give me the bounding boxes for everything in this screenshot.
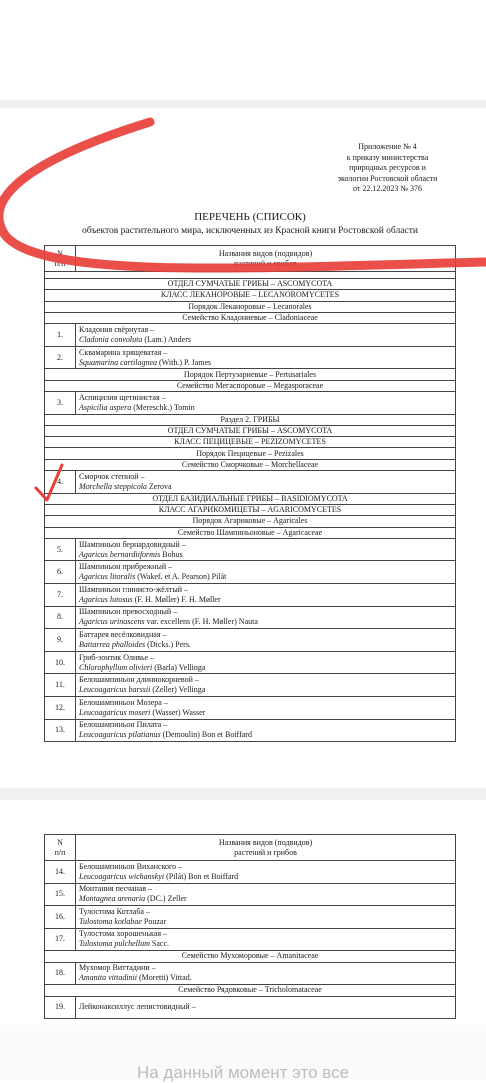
taxon-group-cell: ОТДЕЛ БАЗИДИАЛЬНЫЕ ГРИБЫ – BASIDIOMYCOTA: [45, 493, 456, 504]
species-number: 10.: [45, 651, 76, 674]
taxon-group-cell: [45, 272, 456, 279]
species-russian-name: Белошампиньон длиннокорневой –: [79, 675, 199, 685]
species-name-cell: [76, 538, 456, 561]
page-gap-top: [0, 100, 486, 108]
species-name-cell: [76, 719, 456, 742]
taxon-group-cell: ОТДЕЛ СУМЧАТЫЕ ГРИБЫ – ASCOMYCOTA: [45, 279, 456, 290]
latin-binomial: Aspicilia aspera: [79, 402, 132, 412]
taxon-group-row: [45, 301, 456, 312]
species-row: [45, 606, 456, 629]
taxon-group-row: [45, 527, 456, 538]
taxon-group-row: [45, 951, 456, 963]
latin-binomial: Leucoagaricus pilatianus: [79, 730, 161, 740]
species-latin-name: [79, 595, 452, 605]
species-russian-name: Шампиньон бернардовидный –: [79, 539, 186, 549]
species-author: (Demoulin) Bon et Boiffard: [160, 730, 252, 740]
species-row: [45, 883, 456, 906]
header-text: Названия видов (подвидов): [218, 837, 313, 847]
species-name-cell: [76, 996, 456, 1019]
species-author: Zerova: [146, 481, 172, 491]
header-number-cell: [45, 246, 76, 272]
latin-binomial: Squamarina cartilagnea: [79, 357, 157, 367]
latin-binomial: Morchella steppicola: [79, 481, 147, 491]
species-latin-name: [79, 617, 452, 627]
latin-binomial: Leucoagaricus wichanskyi: [79, 871, 165, 881]
species-latin-name: [79, 403, 452, 413]
species-russian-name: Шампиньон глинисто-жёлтый –: [79, 584, 188, 594]
taxon-group-row: [45, 312, 456, 323]
species-name-cell: [76, 906, 456, 929]
table-header-row: [45, 246, 456, 272]
species-row: [45, 538, 456, 561]
species-russian-name: Гриб-зонтик Оливье –: [79, 652, 155, 662]
species-number: 4.: [45, 471, 76, 494]
species-author: (Lam.) Anders: [142, 334, 191, 344]
taxon-group-row: [45, 272, 456, 279]
species-number: 7.: [45, 584, 76, 607]
appendix-line: природных ресурсов и: [349, 163, 426, 172]
species-name-cell: [76, 651, 456, 674]
document-subtitle: объектов растительного мира, исключенных из Красной книги Ростовской области: [82, 226, 418, 236]
header-text: п/п: [54, 258, 66, 268]
taxon-group-cell: ОТДЕЛ СУМЧАТЫЕ ГРИБЫ – ASCOMYCOTA: [45, 425, 456, 436]
latin-binomial: Leucoagaricus moseri: [79, 707, 151, 717]
species-row: [45, 561, 456, 584]
header-text: растений и грибов: [234, 847, 297, 857]
latin-binomial: Agaricus bernardiiformis: [79, 549, 161, 559]
species-row: [45, 928, 456, 951]
taxon-group-row: [45, 448, 456, 459]
species-number: 8.: [45, 606, 76, 629]
species-latin-name: [79, 482, 452, 492]
species-russian-name: Баттарея весёлковидная –: [79, 630, 167, 639]
species-number: 19.: [45, 996, 76, 1019]
taxon-group-row: [45, 437, 456, 448]
taxon-group-row: [45, 369, 456, 380]
taxon-group-cell: Семейство Рядовковые – Tricholomataceae: [45, 985, 456, 997]
species-author: var. excellens (F. H. Møller) Nauta: [144, 617, 258, 627]
taxon-group-row: [45, 516, 456, 527]
taxon-group-row: [45, 414, 456, 425]
species-number: 11.: [45, 674, 76, 697]
taxon-group-row: [45, 504, 456, 515]
species-latin-name: [79, 872, 452, 882]
taxon-group-row: [45, 279, 456, 290]
species-name-cell: [76, 346, 456, 369]
taxon-group-cell: Семейство Мухоморовые – Amanitaceae: [45, 951, 456, 963]
taxon-group-cell: Порядок Пертузариевые – Pertusariales: [45, 369, 456, 380]
species-russian-name: Кладония свёрнутая –: [79, 324, 155, 334]
species-latin-name: [79, 335, 452, 345]
species-row: [45, 346, 456, 369]
species-table-page-2: [44, 834, 456, 1019]
species-author: (Mereschk.) Tomin: [131, 402, 195, 412]
table-header-row: [45, 835, 456, 861]
taxon-group-row: [45, 985, 456, 997]
overlay-caption: На данный момент это все: [136, 1063, 350, 1082]
species-name-cell: [76, 629, 456, 652]
species-row: [45, 962, 456, 985]
taxon-group-row: [45, 493, 456, 504]
header-name-cell: [76, 835, 456, 861]
appendix-line: от 22.12.2023 № 376: [352, 184, 423, 193]
species-name-cell: [76, 962, 456, 985]
species-number: 17.: [45, 928, 76, 951]
latin-binomial: Leucoagaricus barssii: [79, 685, 151, 695]
species-russian-name: Аспицилия щетинистая –: [79, 392, 166, 402]
header-number-cell: [45, 835, 76, 861]
species-name-cell: [76, 324, 456, 347]
species-author: (Wakef. et A. Pearson) Pilát: [135, 572, 227, 582]
species-row: [45, 996, 456, 1019]
species-latin-name: [79, 572, 452, 582]
species-author: (Barla) Vellinga: [152, 662, 206, 672]
taxon-group-cell: Семейство Шампиньоновые – Agaricaceae: [45, 527, 456, 538]
taxon-group-row: [45, 380, 456, 391]
taxon-group-row: [45, 290, 456, 301]
latin-binomial: Agaricus urinascens: [79, 617, 145, 627]
species-author: (Moretti) Vittad.: [137, 973, 192, 983]
species-row: [45, 906, 456, 929]
species-number: 13.: [45, 719, 76, 742]
taxon-group-row: [45, 459, 456, 470]
species-name-cell: [76, 928, 456, 951]
species-latin-name: [79, 663, 452, 673]
species-row: [45, 629, 456, 652]
species-name-cell: [76, 606, 456, 629]
species-author: Sacc.: [149, 939, 169, 949]
species-author: Bohus: [160, 549, 183, 559]
species-latin-name: [79, 358, 452, 368]
species-name-cell: [76, 584, 456, 607]
latin-binomial: Tulostoma kotlabae: [79, 916, 142, 926]
taxon-group-cell: Семейство Кладониевые – Cladoniaceae: [45, 312, 456, 323]
species-name-cell: [76, 696, 456, 719]
species-latin-name: [79, 640, 452, 650]
latin-binomial: Tulostoma pulchellum: [79, 939, 150, 949]
species-row: [45, 391, 456, 414]
species-latin-name: [79, 730, 452, 740]
taxon-group-row: [45, 425, 456, 436]
taxon-group-cell: КЛАСС ЛЕКАНОРОВЫЕ – LECANOROMYCETES: [45, 290, 456, 301]
species-name-cell: [76, 471, 456, 494]
species-latin-name: [79, 973, 452, 983]
taxon-group-cell: Порядок Леканоровые – Lecanorales: [45, 301, 456, 312]
species-row: [45, 471, 456, 494]
latin-binomial: Agaricus lutosus: [79, 594, 133, 604]
species-latin-name: [79, 685, 452, 695]
species-row: [45, 651, 456, 674]
species-author: (DC.) Zeller: [145, 894, 187, 904]
species-number: 12.: [45, 696, 76, 719]
appendix-line: экологии Ростовской области: [337, 173, 438, 183]
taxon-group-cell: Семейство Мегаспоровые – Megasporaceae: [45, 380, 456, 391]
appendix-note: [300, 142, 475, 195]
species-row: [45, 696, 456, 719]
species-number: 9.: [45, 629, 76, 652]
species-name-cell: [76, 883, 456, 906]
species-russian-name: Белошампиньон Мозера –: [79, 697, 168, 707]
species-row: [45, 674, 456, 697]
species-author: Pouzar: [141, 916, 167, 926]
latin-binomial: Montagnea arenaria: [79, 894, 146, 904]
species-name-cell: [76, 391, 456, 414]
species-number: 16.: [45, 906, 76, 929]
species-latin-name: [79, 708, 452, 718]
species-russian-name: Сквамарина хрящеватая –: [79, 347, 168, 357]
species-row: [45, 584, 456, 607]
latin-binomial: Chlorophyllum olivieri: [79, 662, 153, 672]
species-name-cell: [76, 861, 456, 884]
species-number: 18.: [45, 962, 76, 985]
species-number: 6.: [45, 561, 76, 584]
species-russian-name: Белошампиньон Виханского –: [79, 861, 183, 871]
header-text: N: [57, 837, 63, 847]
latin-binomial: Agaricus litoralis: [79, 572, 136, 582]
appendix-line: к приказу министерства: [346, 152, 429, 162]
species-latin-name: [79, 550, 452, 560]
species-author: (Dicks.) Pers.: [145, 640, 191, 649]
header-text: растений и грибов: [234, 258, 297, 268]
document-title: ПЕРЕЧЕНЬ (СПИСОК): [194, 211, 306, 223]
header-text: Названия видов (подвидов): [218, 248, 313, 258]
species-latin-name: [79, 917, 452, 927]
species-russian-name: Шампиньон прибрежный –: [79, 562, 173, 572]
species-number: 1.: [45, 324, 76, 347]
top-band: [0, 0, 486, 100]
species-number: 2.: [45, 346, 76, 369]
taxon-group-cell: Семейство Сморчковые – Morchellaceae: [45, 459, 456, 470]
species-author: (F. H. Møller) F. H. Møller: [132, 594, 221, 604]
species-russian-name: Тулостома хорошенькая –: [79, 929, 168, 939]
species-latin-name: [79, 894, 452, 904]
species-russian-name: Монтания песчаная –: [79, 884, 153, 894]
appendix-line: Приложение № 4: [358, 142, 417, 151]
species-table-page-1: [44, 245, 456, 742]
header-text: п/п: [54, 847, 66, 857]
taxon-group-cell: Раздел 2. ГРИБЫ: [45, 414, 456, 425]
species-russian-name: Тулостома Котлаба –: [79, 906, 150, 916]
species-row: [45, 324, 456, 347]
taxon-group-cell: Порядок Агариковые – Agaricales: [45, 516, 456, 527]
species-russian-name: Шампиньон превосходный –: [79, 607, 178, 617]
species-author: (Pilát) Bon et Boiffard: [164, 871, 239, 881]
species-row: [45, 861, 456, 884]
header-text: N: [57, 248, 63, 258]
species-russian-name: Мухомор Виттадини –: [79, 963, 156, 973]
taxon-group-cell: Порядок Пецицевые – Pezizales: [45, 448, 456, 459]
species-latin-name: [79, 939, 452, 949]
species-russian-name: Белошампиньон Пилата –: [79, 720, 168, 730]
species-author: (With.) P. James: [157, 357, 212, 367]
species-author: (Wasser) Wasser: [150, 707, 206, 717]
latin-binomial: Amanita vittadinii: [79, 973, 137, 983]
species-name-cell: [76, 674, 456, 697]
latin-binomial: Battarrea phalloides: [79, 640, 146, 649]
species-number: 3.: [45, 391, 76, 414]
species-author: (Zeller) Vellinga: [150, 685, 206, 695]
page-gap-middle: [0, 788, 486, 800]
species-number: 15.: [45, 883, 76, 906]
species-name-cell: [76, 561, 456, 584]
species-russian-name: Лейконаксиллус лепистовидный –: [79, 1002, 196, 1012]
header-name-cell: [76, 246, 456, 272]
species-number: 14.: [45, 861, 76, 884]
taxon-group-cell: КЛАСС АГАРИКОМИЦЕТЫ – AGARICOMYCETES: [45, 504, 456, 515]
species-russian-name: Сморчок степной –: [79, 471, 145, 481]
latin-binomial: Cladonia convoluta: [79, 334, 143, 344]
species-row: [45, 719, 456, 742]
taxon-group-cell: КЛАСС ПЕЦИЦЕВЫЕ – PEZIZOMYCETES: [45, 437, 456, 448]
species-number: 5.: [45, 538, 76, 561]
